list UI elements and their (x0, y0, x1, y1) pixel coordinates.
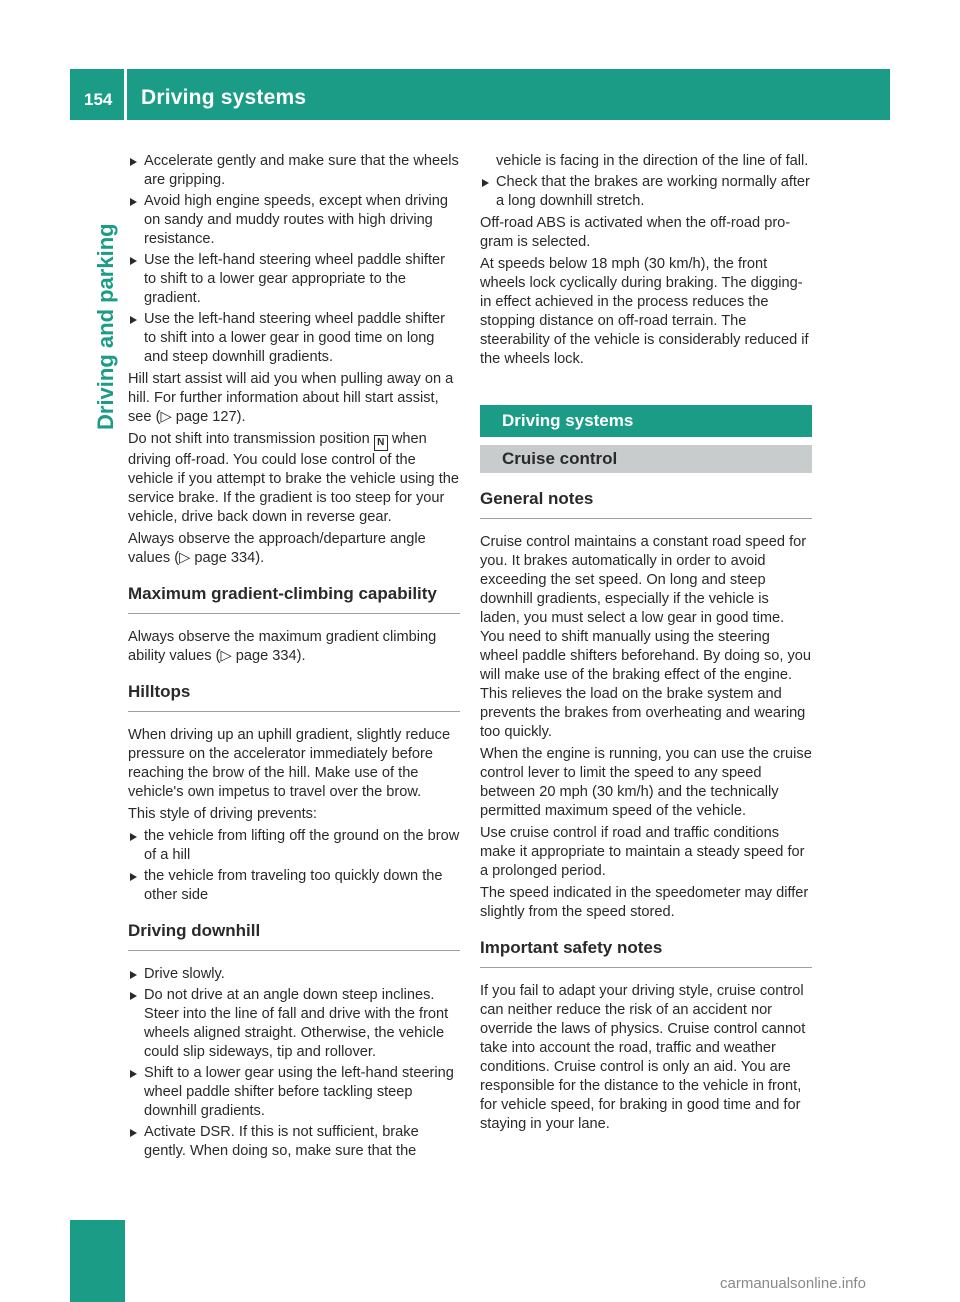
downhill-bullet-list (128, 965, 460, 1161)
page-number: 154 (84, 90, 113, 109)
prevents-intro: This style of driving prevents: (128, 806, 317, 822)
approach-angle-paragraph (128, 530, 460, 568)
triangle-bullet-icon (130, 873, 137, 881)
list-item-text: the vehicle from lifting off the ground on the brow of a hill (144, 828, 460, 863)
abs-paragraph: Off-road ABS is activated when the off-road program is selected. (480, 215, 791, 250)
side-tab-block (70, 1220, 125, 1302)
running-header-title: Driving systems (141, 86, 307, 109)
general-notes-paragraph: Cruise control maintains a constant road speed for you. It brakes automatically in order to avoid exceeding the set speed. On long and steep downhill gradients, especially if the vehicle is laden, you must select a low gear in good time. You need to shift manually using the steering wheel paddle shifters beforehand. By doing so, you will make use of the braking effect of the engine. This relieves the load on the brake system and prevents the brakes from overheating and wearing too quickly. (480, 534, 812, 740)
paragraph-text: ). (296, 648, 306, 664)
side-tab-text: Driving and parking (93, 223, 118, 430)
list-item-text: Do not drive at an angle down steep inclines. Steer into the line of fall and drive with the front wheels aligned straight. Otherwise, the vehicle could slip sideways, tip and rollover. (144, 987, 449, 1060)
list-item (128, 1064, 460, 1121)
paragraph-text: ). (255, 550, 265, 566)
list-item (128, 1123, 460, 1161)
page-ref-text: page 334 (194, 550, 256, 566)
paragraph-text: when driving off-road. You could lose control of the vehicle if you attempt to brake the vehicle using the service brake. If the gradient is too steep for your vehicle, drive back down in reverse gear. (128, 431, 459, 525)
page-reference-link[interactable] (179, 550, 255, 566)
triangle-bullet-icon (130, 1070, 137, 1078)
paragraph-text: Always observe the approach/departure angle values ( (128, 531, 426, 566)
triangle-bullet-icon (130, 992, 137, 1000)
section-heading-max-gradient: Maximum gradient-climbing capability (128, 584, 460, 614)
list-item-text: the vehicle from traveling too quickly down the other side (144, 868, 443, 903)
page-reference-link[interactable] (160, 409, 236, 425)
triangle-bullet-icon (130, 198, 137, 206)
list-item-text: Drive slowly. (144, 966, 225, 982)
list-item (128, 251, 460, 308)
triangle-bullet-icon (130, 257, 137, 265)
arrow-ref-icon: ▷ (179, 550, 195, 566)
triangle-bullet-icon (130, 833, 137, 841)
page-ref-text: page 334 (235, 648, 297, 664)
list-item (128, 152, 460, 190)
general-notes-paragraph: When the engine is running, you can use the cruise control lever to limit the speed to any speed between 20 mph (30 km/h) and the technically permitted maximum speed of the vehicle. (480, 746, 812, 819)
section-heading-general-notes: General notes (480, 489, 812, 519)
list-item (128, 986, 460, 1062)
paragraph-text: Always observe the maximum gradient climbing ability values ( (128, 629, 437, 664)
safety-notes-paragraph: If you fail to adapt your driving style, cruise control can neither reduce the risk of an accident nor override the laws of physics. Cruise control cannot take into account the road, traffic and weather conditions. Cruise control is only an aid. You are responsible for the distance to the vehicle in front, for vehicle speed, for braking in good time and for staying in your lane. (480, 983, 806, 1132)
page-reference-link[interactable] (220, 648, 296, 664)
paragraph-text: Hill start assist will aid you when pulling away on a hill. For further information about hill start assist, see ( (128, 371, 454, 425)
list-item (128, 192, 460, 249)
continuation-list (480, 152, 812, 211)
left-column (128, 152, 460, 1164)
hilltops-paragraph: When driving up an uphill gradient, slightly reduce pressure on the accelerator immediately before reaching the brow of the hill. Make use of the vehicle's own impetus to travel over the brow. (128, 727, 451, 800)
header-divider (124, 69, 127, 120)
hill-start-paragraph (128, 370, 460, 427)
list-item (480, 173, 812, 211)
list-item-text: Avoid high engine speeds, except when driving on sandy and muddy routes with high driving resistance. (144, 193, 448, 247)
general-notes-paragraph: The speed indicated in the speedometer may differ slightly from the speed stored. (480, 885, 809, 920)
paragraph-text: Do not shift into transmission position (128, 431, 370, 447)
list-item-text: vehicle is facing in the direction of the line of fall. (496, 153, 809, 169)
triangle-bullet-icon (130, 316, 137, 324)
neutral-position-icon: N (374, 435, 388, 451)
list-item (128, 965, 460, 984)
list-item (128, 867, 460, 905)
arrow-ref-icon: ▷ (160, 409, 176, 425)
list-item-text: Accelerate gently and make sure that the wheels are gripping. (144, 153, 459, 188)
triangle-bullet-icon (482, 179, 489, 187)
list-item (128, 310, 460, 367)
list-item-text: Use the left-hand steering wheel paddle shifter to shift into a lower gear in good time on long and steep downhill gradients. (144, 311, 445, 365)
triangle-bullet-icon (130, 1129, 137, 1137)
list-item-text: Use the left-hand steering wheel paddle shifter to shift to a lower gear appropriate to the gradient. (144, 252, 445, 306)
right-column (480, 152, 812, 1137)
page-ref-text: page 127 (175, 409, 237, 425)
section-heading-safety-notes: Important safety notes (480, 938, 812, 968)
list-item-continuation (480, 152, 812, 171)
list-item (128, 827, 460, 865)
paragraph-text: ). (236, 409, 246, 425)
intro-bullet-list (128, 152, 460, 367)
section-heading-driving-downhill: Driving downhill (128, 921, 460, 951)
shift-warning-paragraph (128, 430, 460, 527)
max-gradient-paragraph (128, 628, 460, 666)
subsection-band-cruise-control: Cruise control (480, 445, 812, 473)
watermark: carmanualsonline.info (720, 1275, 866, 1292)
section-band-driving-systems: Driving systems (480, 405, 812, 437)
triangle-bullet-icon (130, 158, 137, 166)
speeds-paragraph: At speeds below 18 mph (30 km/h), the front wheels lock cyclically during braking. The digging-in effect achieved in the process reduces the stopping distance on off-road terrain. The steerability of the vehicle is considerably reduced if the wheels lock. (480, 256, 809, 367)
list-item-text: Shift to a lower gear using the left-hand steering wheel paddle shifter before tackling steep downhill gradients. (144, 1065, 454, 1119)
prevents-bullet-list (128, 827, 460, 905)
list-item-text: Activate DSR. If this is not sufficient, brake gently. When doing so, make sure that the (144, 1124, 419, 1159)
section-heading-hilltops: Hilltops (128, 682, 460, 712)
arrow-ref-icon: ▷ (220, 648, 236, 664)
triangle-bullet-icon (130, 971, 137, 979)
list-item-text: Check that the brakes are working normally after a long downhill stretch. (496, 174, 810, 209)
general-notes-paragraph: Use cruise control if road and traffic conditions make it appropriate to maintain a steady speed for a prolonged period. (480, 825, 805, 879)
